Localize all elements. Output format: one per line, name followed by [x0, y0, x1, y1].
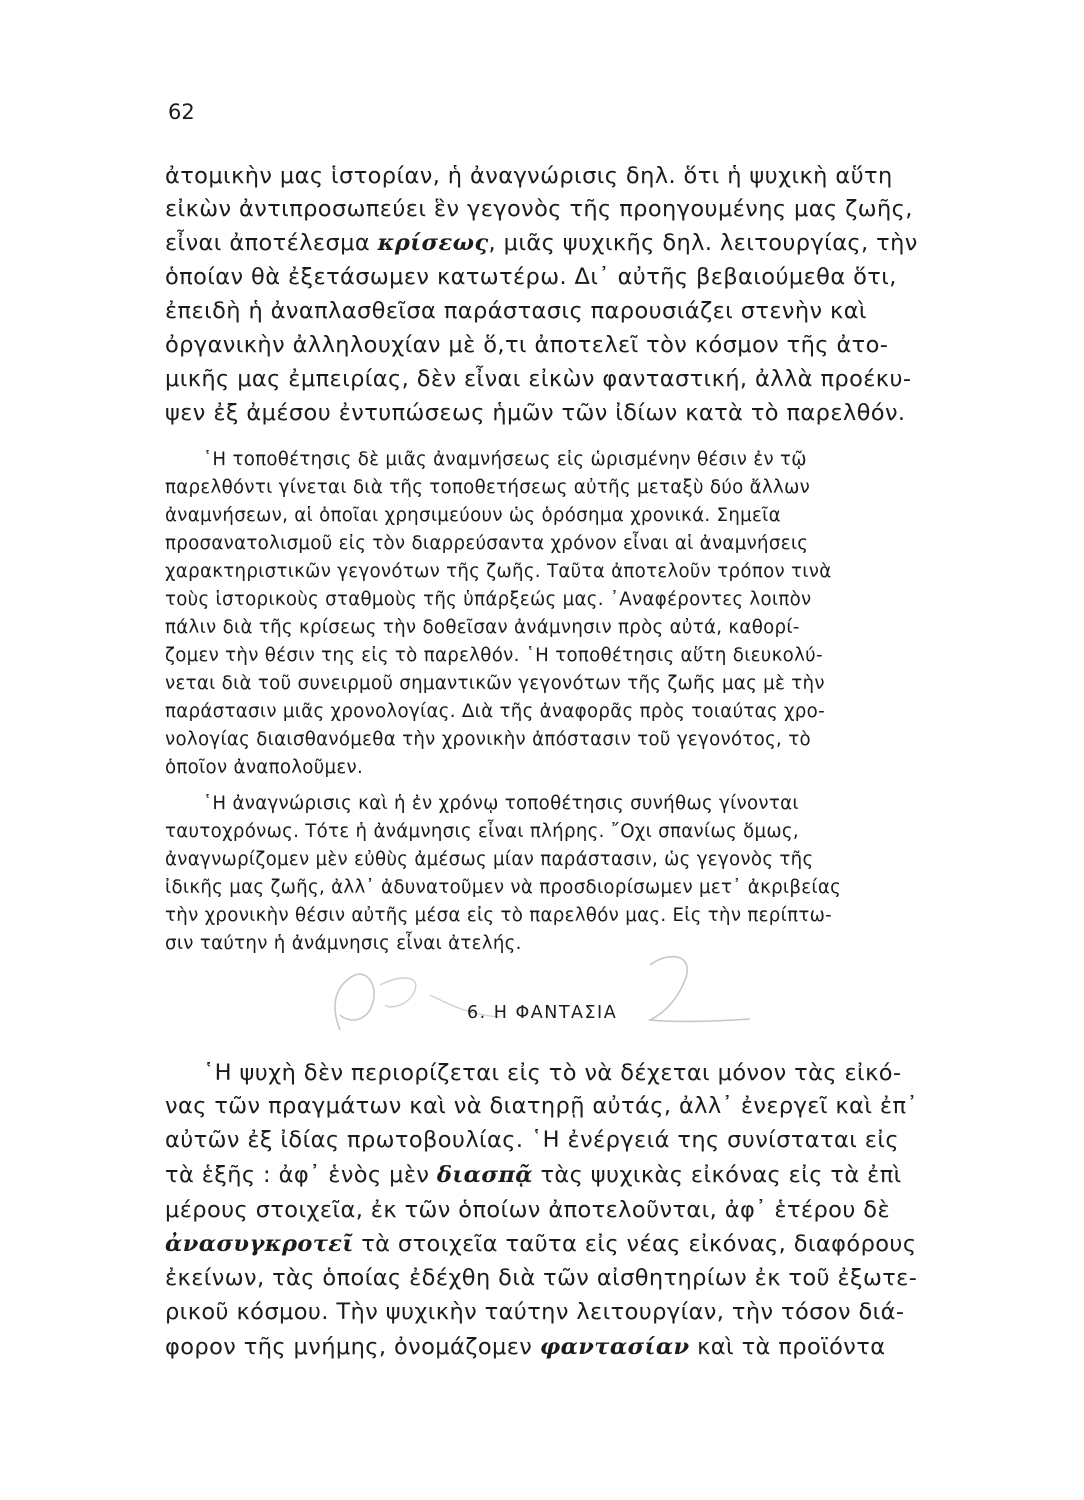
text-line: ῾Η ἀναγνώρισις καὶ ἡ ἐν χρόνῳ τοποθέτησις συνήθως γίνονται [203, 793, 799, 814]
emphasized-term: φαντασίαν [539, 1334, 690, 1360]
text-line: ῾Η τοποθέτησις δὲ μιᾶς ἀναμνήσεως εἰς ὡρισμένην θέσιν ἐν τῷ [203, 449, 807, 470]
text-span: τὰ ἑξῆς : ἀφ᾿ ἑνὸς μὲν [165, 1162, 437, 1188]
text-line: τὴν χρονικὴν θέσιν αὐτῆς μέσα εἰς τὸ παρελθόν μας. Εἰς τὴν περίπτω- [165, 905, 832, 926]
text-line: ψεν ἐξ ἀμέσου ἐντυπώσεως ἡμῶν τῶν ἰδίων κατὰ τὸ παρελθόν. [165, 400, 906, 426]
text-line: νας τῶν πραγμάτων καὶ νὰ διατηρῇ αὐτάς, ἀλλ᾿ ἐνεργεῖ καὶ ἐπ᾿ [165, 1093, 919, 1119]
text-line: ἐπειδὴ ἡ ἀναπλασθεῖσα παράστασις παρουσιάζει στενὴν καὶ [165, 298, 867, 324]
text-line: μικῆς μας ἐμπειρίας, δὲν εἶναι εἰκὼν φανταστική, ἀλλὰ προέκυ- [165, 366, 912, 392]
text-span: εἶναι ἀποτέλεσμα [165, 230, 378, 256]
text-span: , μιᾶς ψυχικῆς δηλ. λειτουργίας, τὴν [488, 230, 918, 256]
text-line: εἰκὼν ἀντιπροσωπεύει ἓν γεγονὸς τῆς προηγουμένης μας ζωῆς, [165, 196, 913, 222]
text-line [165, 1334, 885, 1360]
text-line: ἀτομικὴν μας ἱστορίαν, ἡ ἀναγνώρισις δηλ. ὅτι ἡ ψυχικὴ αὕτη [165, 163, 893, 189]
text-line: χαρακτηριστικῶν γεγονότων τῆς ζωῆς. Ταῦτα ἀποτελοῦν τρόπον τινὰ [165, 561, 832, 582]
text-line [165, 1162, 902, 1188]
text-line: αὐτῶν ἐξ ἰδίας πρωτοβουλίας. ῾Η ἐνέργειά της συνίσταται εἰς [165, 1127, 899, 1153]
text-line: ὀργανικὴν ἀλληλουχίαν μὲ ὅ,τι ἀποτελεῖ τὸν κόσμον τῆς ἀτο- [165, 332, 889, 358]
text-line: ἀναγνωρίζομεν μὲν εὐθὺς ἀμέσως μίαν παράστασιν, ὡς γεγονὸς τῆς [165, 849, 814, 870]
text-line: προσανατολισμοῦ εἰς τὸν διαρρεύσαντα χρόνον εἶναι αἱ ἀναμνήσεις [165, 533, 809, 554]
pencil-marks [300, 945, 760, 1045]
section-heading: 6. Η ΦΑΝΤΑΣΙΑ [467, 1003, 618, 1023]
text-line: πάλιν διὰ τῆς κρίσεως τὴν δοθεῖσαν ἀνάμνησιν πρὸς αὐτά, καθορί- [165, 617, 800, 638]
text-line: μέρους στοιχεῖα, ἐκ τῶν ὁποίων ἀποτελοῦνται, ἀφ᾿ ἑτέρου δὲ [165, 1197, 891, 1223]
text-line: τοὺς ἱστορικοὺς σταθμοὺς τῆς ὑπάρξεώς μας. ᾿Αναφέροντες λοιπὸν [165, 589, 812, 610]
text-line: παράστασιν μιᾶς χρονολογίας. Διὰ τῆς ἀναφορᾶς πρὸς τοιαύτας χρο- [165, 701, 825, 722]
text-span: καὶ τὰ προϊόντα [689, 1334, 886, 1360]
text-line: ζομεν τὴν θέσιν της εἰς τὸ παρελθόν. ῾Η τοποθέτησις αὕτη διευκολύ- [165, 645, 823, 666]
text-line: σιν ταύτην ἡ ἀνάμνησις εἶναι ἀτελής. [165, 933, 522, 954]
text-span: φορον τῆς μνήμης, ὀνομάζομεν [165, 1334, 540, 1360]
text-line: νολογίας διαισθανόμεθα τὴν χρονικὴν ἀπόστασιν τοῦ γεγονότος, τὸ [165, 729, 811, 750]
text-line: ὁποῖον ἀναπολοῦμεν. [165, 757, 364, 778]
text-line: ἰδικῆς μας ζωῆς, ἀλλ᾿ ἀδυνατοῦμεν νὰ προσδιορίσωμεν μετ᾿ ἀκριβείας [165, 877, 842, 898]
text-span: τὰς ψυχικὰς εἰκόνας εἰς τὰ ἐπὶ [532, 1162, 902, 1188]
text-line: ὁποίαν θὰ ἐξετάσωμεν κατωτέρω. Δι᾿ αὐτῆς βεβαιούμεθα ὅτι, [165, 264, 897, 290]
text-line: παρελθόντι γίνεται διὰ τῆς τοποθετήσεως αὐτῆς μεταξὺ δύο ἄλλων [165, 477, 811, 498]
text-line: νεται διὰ τοῦ συνειρμοῦ σημαντικῶν γεγονότων τῆς ζωῆς μας μὲ τὴν [165, 673, 825, 694]
text-line: ἀναμνήσεων, αἱ ὁποῖαι χρησιμεύουν ὡς ὁρόσημα χρονικά. Σημεῖα [165, 505, 781, 526]
emphasized-term: κρίσεως [377, 230, 489, 256]
text-line [165, 230, 1007, 256]
emphasized-term: διασπᾷ [436, 1162, 533, 1188]
text-span: τὰ στοιχεῖα ταῦτα εἰς νέας εἰκόνας, διαφόρους [353, 1231, 917, 1257]
text-line: ἐκείνων, τὰς ὁποίας ἐδέχθη διὰ τῶν αἰσθητηρίων ἐκ τοῦ ἐξωτε- [165, 1265, 918, 1291]
text-line [165, 1231, 916, 1257]
emphasized-term: ἀνασυγκροτεῖ [165, 1231, 354, 1257]
text-line: ρικοῦ κόσμου. Τὴν ψυχικὴν ταύτην λειτουργίαν, τὴν τόσον διά- [165, 1299, 905, 1325]
text-line: ταυτοχρόνως. Τότε ἡ ἀνάμνησις εἶναι πλήρης. ῎Οχι σπανίως ὅμως, [165, 821, 799, 842]
page-number: 62 [168, 100, 195, 124]
text-line: ῾Η ψυχὴ δὲν περιορίζεται εἰς τὸ νὰ δέχεται μόνον τὰς εἰκό- [203, 1060, 902, 1086]
